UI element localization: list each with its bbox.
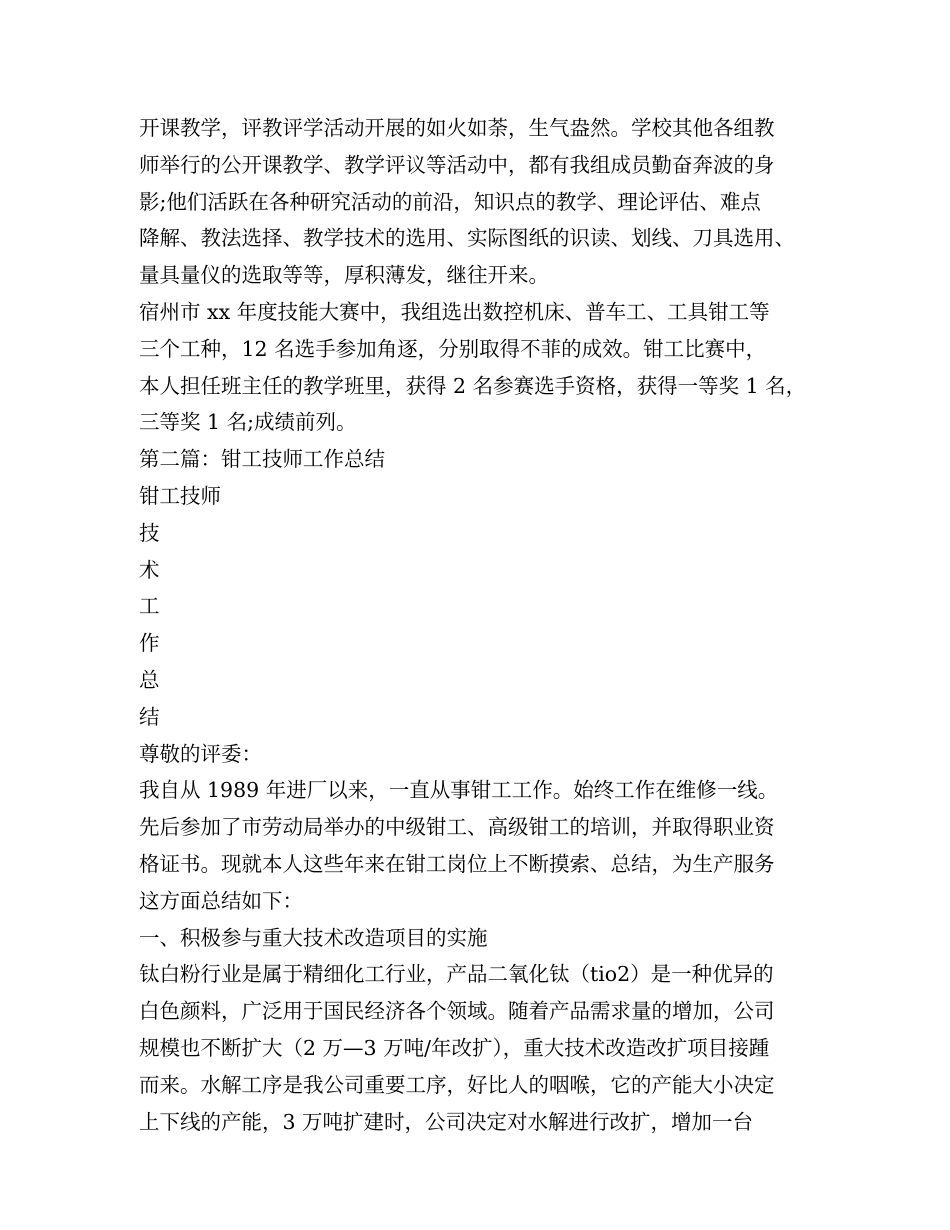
vertical-title-char: 结 <box>139 704 160 729</box>
vertical-title-char: 作 <box>139 631 160 656</box>
text-line: 钛白粉行业是属于精细化工行业，产品二氧化钛（tio2）是一种优异的 <box>139 962 774 987</box>
document-body <box>139 110 829 1140</box>
text-line: 师举行的公开课教学、教学评议等活动中，都有我组成员勤奋奔波的身 <box>139 152 775 177</box>
text-line: 而来。水解工序是我公司重要工序，好比人的咽喉，它的产能大小决定 <box>139 1072 775 1097</box>
text-line: 量具量仪的选取等等，厚积薄发，继往开来。 <box>139 263 549 288</box>
text-line: 三等奖 1 名;成绩前列。 <box>139 410 357 435</box>
text-line: 这方面总结如下： <box>139 888 303 913</box>
salutation: 尊敬的评委： <box>139 741 262 766</box>
text-line: 格证书。现就本人这些年来在钳工岗位上不断摸索、总结，为生产服务 <box>139 851 775 876</box>
document-title: 钳工技师 <box>139 483 221 508</box>
vertical-title-char: 术 <box>139 557 160 582</box>
text-line: 先后参加了市劳动局举办的中级钳工、高级钳工的培训，并取得职业资 <box>139 815 775 840</box>
vertical-title-char: 技 <box>139 520 160 545</box>
vertical-title-char: 工 <box>139 594 160 619</box>
section-title: 第二篇：钳工技师工作总结 <box>139 447 385 472</box>
text-line: 宿州市 xx 年度技能大赛中，我组选出数控机床、普车工、工具钳工等 <box>139 299 770 324</box>
text-line: 三个工种，12 名选手参加角逐，分别取得不菲的成效。钳工比赛中， <box>139 336 767 361</box>
text-line: 本人担任班主任的教学班里，获得 2 名参赛选手资格，获得一等奖 1 名， <box>139 373 807 398</box>
text-line: 上下线的产能，3 万吨扩建时，公司决定对水解进行改扩，增加一台 <box>139 1109 754 1134</box>
section-heading: 一、积极参与重大技术改造项目的实施 <box>139 925 488 950</box>
text-line: 规模也不断扩大（2 万—3 万吨/年改扩），重大技术改造改扩项目接踵 <box>139 1035 770 1060</box>
text-line: 开课教学，评教评学活动开展的如火如荼，生气盎然。学校其他各组教 <box>139 116 775 140</box>
text-line: 白色颜料，广泛用于国民经济各个领域。随着产品需求量的增加，公司 <box>139 999 775 1024</box>
text-line: 我自从 1989 年进厂以来，一直从事钳工工作。始终工作在维修一线。 <box>139 778 779 803</box>
vertical-title-char: 总 <box>139 667 160 692</box>
text-line: 降解、教法选择、教学技术的选用、实际图纸的识读、划线、刀具选用、 <box>139 226 795 251</box>
text-line: 影;他们活跃在各种研究活动的前沿，知识点的教学、理论评估、难点 <box>139 189 761 214</box>
